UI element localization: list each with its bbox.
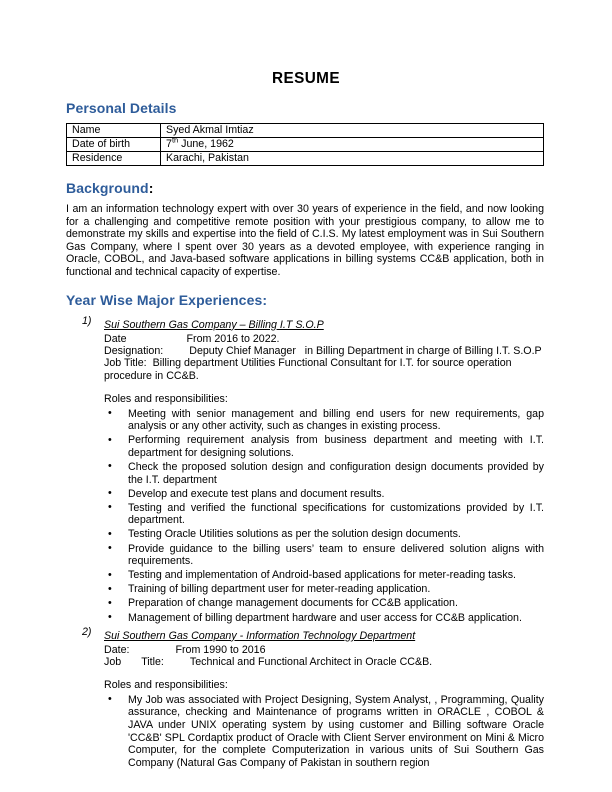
experience-item-1-number: 1)	[82, 314, 92, 327]
dob-day: 7	[166, 138, 172, 150]
experience-list	[66, 315, 544, 770]
personal-value-name: Syed Akmal Imtiaz	[161, 124, 544, 138]
list-item: • Performing requirement analysis from business department and meeting with I.T. department for designing solutions.	[104, 434, 544, 459]
experience-item-2	[66, 626, 544, 770]
list-item: • My Job was associated with Project Designing, System Analyst, , Programming, Quality assurance, checking and Maintenance of programs written in ORACLE , COBOL & JAVA under UNIX operating system by using customer and Billing software Oracle 'CC&B' SPL Cordaptix product of Oracle with Client Server environment on Mini & Micro Computer, for the complete Computerization in various units of Sui Southern Gas Company (Natural Gas Company of Pakistan in southern region	[104, 694, 544, 770]
table-row	[67, 152, 544, 166]
date-label: Date	[104, 332, 127, 345]
experience-item-1-designation	[104, 345, 544, 357]
job-title-value: Billing department Utilities Functional Consultant for I.T. for source operation procedure in CC&B.	[104, 357, 512, 382]
personal-value-dob	[161, 135, 544, 152]
list-item: • Management of billing department hardware and user access for CC&B application.	[104, 612, 544, 625]
list-item: • Check the proposed solution design and configuration design documents provided by the I.T. department	[104, 461, 544, 486]
table-row	[67, 124, 544, 138]
dob-month-year: June, 1962	[178, 138, 234, 150]
document-content	[66, 100, 544, 771]
list-item: • Preparation of change management documents for CC&B application.	[104, 597, 544, 610]
experience-item-1	[66, 315, 544, 625]
background-heading-colon: :	[148, 180, 154, 196]
designation-label: Designation:	[104, 344, 164, 357]
job-title-label-part2: Title:	[141, 656, 164, 668]
dob-ordinal-suffix: th	[171, 135, 179, 145]
list-item: • Provide guidance to the billing users’ team to ensure delivered solution aligns with requirements.	[104, 543, 544, 568]
experience-item-2-title: Sui Southern Gas Company - Information Technology Department	[104, 629, 416, 642]
job-title-value: Technical and Functional Architect in Oracle CC&B.	[189, 656, 433, 668]
background-heading	[66, 180, 544, 196]
personal-details-heading: Personal Details	[66, 100, 177, 116]
personal-label-name: Name	[67, 124, 161, 138]
experience-item-2-date	[104, 644, 544, 656]
experience-item-1-title: Sui Southern Gas Company – Billing I.T S.O.P	[104, 318, 324, 331]
designation-value: Deputy Chief Manager in Billing Department in charge of Billing I.T. S.O.P	[189, 344, 542, 357]
personal-label-dob: Date of birth	[67, 138, 161, 152]
experience-item-1-roles-label: Roles and responsibilities:	[104, 393, 228, 406]
personal-details-table	[66, 123, 544, 166]
date-value: From 1990 to 2016	[175, 643, 266, 656]
background-heading-text: Background	[66, 180, 149, 196]
list-item: • Training of billing department user for meter-reading application.	[104, 583, 544, 596]
list-item: • Testing and verified the functional specifications for customizations provided by I.T. department.	[104, 502, 544, 527]
experience-item-2-roles-label: Roles and responsibilities:	[104, 679, 228, 692]
experience-item-2-number: 2)	[82, 625, 92, 638]
list-item: • Testing Oracle Utilities solutions as per the solution design documents.	[104, 528, 544, 541]
table-row	[67, 138, 544, 152]
background-paragraph: I am an information technology expert with over 30 years of experience in the field, and now looking for a challenging and competitive remote position with your prestigious company, to allow me to demonstrate my skills and expertise into the field of C.I.S. My latest employment was in Sui Southern Gas Company, where I spent over 30 years as a devoted employee, with experience ranging in Oracle, COBOL, and Java-based software applications in billing systems CC&B application, both in functional and technical capacity of expertise.	[66, 203, 544, 278]
personal-value-residence: Karachi, Pakistan	[161, 152, 544, 166]
personal-label-residence: Residence	[67, 152, 161, 166]
date-value: From 2016 to 2022.	[186, 332, 280, 345]
experience-item-1-date	[104, 333, 544, 345]
experience-heading: Year Wise Major Experiences:	[66, 291, 268, 308]
date-label: Date:	[104, 643, 130, 656]
job-title-label: Job Title:	[104, 357, 147, 370]
list-item: • Testing and implementation of Android-based applications for meter-reading tasks.	[104, 569, 544, 582]
experience-item-2-bullets	[104, 694, 544, 770]
experience-item-1-bullets	[104, 408, 544, 625]
list-item: • Meeting with senior management and billing end users for new requirements, gap analysis or any other activity, such as changes in existing process.	[104, 408, 544, 433]
experience-item-2-job-title	[104, 656, 544, 668]
list-item: • Develop and execute test plans and document results.	[104, 488, 544, 501]
job-title-label-part1: Job	[104, 656, 122, 668]
document-title: RESUME	[272, 70, 340, 87]
experience-item-1-job-title	[104, 357, 544, 382]
